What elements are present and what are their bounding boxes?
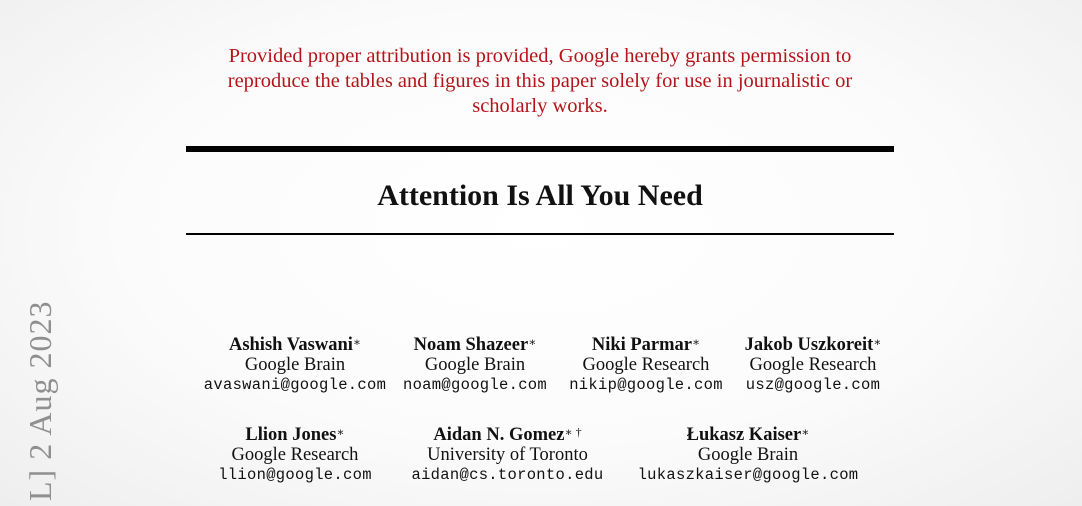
author-block [728, 335, 898, 395]
author-name: Niki Parmar [591, 335, 693, 355]
author-footnote-mark: ∗ [692, 335, 701, 349]
author-name: Ashish Vaswani [228, 335, 353, 355]
notice-line: Provided proper attribution is provided, Google hereby grants permission to [228, 45, 852, 67]
author-email: nikip@google.com [569, 376, 723, 394]
author-name: Jakob Uszkoreit [744, 335, 874, 355]
author-footnote-mark: ∗ [352, 335, 362, 349]
author-affiliation: University of Toronto [427, 445, 588, 465]
author-block [200, 425, 390, 485]
author-affiliation: Google Brain [697, 445, 799, 465]
arxiv-side-stamp [20, 300, 60, 506]
author-email: llion@google.com [218, 466, 372, 484]
author-affiliation: Google Brain [244, 355, 346, 375]
title-bottom-rule [186, 233, 894, 235]
author-block [375, 335, 575, 395]
author-email: lukaszkaiser@google.com [637, 466, 859, 484]
author-block [628, 425, 868, 485]
notice-line: scholarly works. [472, 95, 608, 117]
permission-notice [186, 44, 894, 119]
author-footnote-mark: ∗ [801, 425, 810, 439]
author-block [190, 335, 400, 395]
author-name: Llion Jones [245, 425, 337, 445]
paper-title: Attention Is All You Need [377, 179, 703, 212]
notice-line: reproduce the tables and figures in this paper solely for use in journalistic or [227, 70, 853, 92]
author-footnote-mark: ∗ [336, 425, 345, 439]
author-affiliation: Google Research [749, 355, 877, 375]
author-name: Noam Shazeer [413, 335, 529, 355]
author-block [400, 425, 615, 485]
title-top-rule [186, 146, 894, 152]
author-email: noam@google.com [402, 376, 548, 394]
arxiv-stamp-text: L] 2 Aug 2023 [22, 300, 58, 501]
author-affiliation: Google Brain [424, 355, 526, 375]
author-name: Aidan N. Gomez [433, 425, 565, 445]
author-footnote-mark: ∗ † [564, 425, 582, 439]
author-affiliation: Google Research [231, 445, 359, 465]
author-footnote-mark: ∗ [528, 335, 537, 349]
author-email: aidan@cs.toronto.edu [411, 466, 604, 484]
author-email: usz@google.com [745, 376, 881, 394]
author-affiliation: Google Research [582, 355, 710, 375]
author-name: Łukasz Kaiser [686, 425, 802, 445]
author-footnote-mark: ∗ [873, 335, 882, 349]
author-email: avaswani@google.com [203, 376, 387, 394]
author-block [556, 335, 736, 395]
